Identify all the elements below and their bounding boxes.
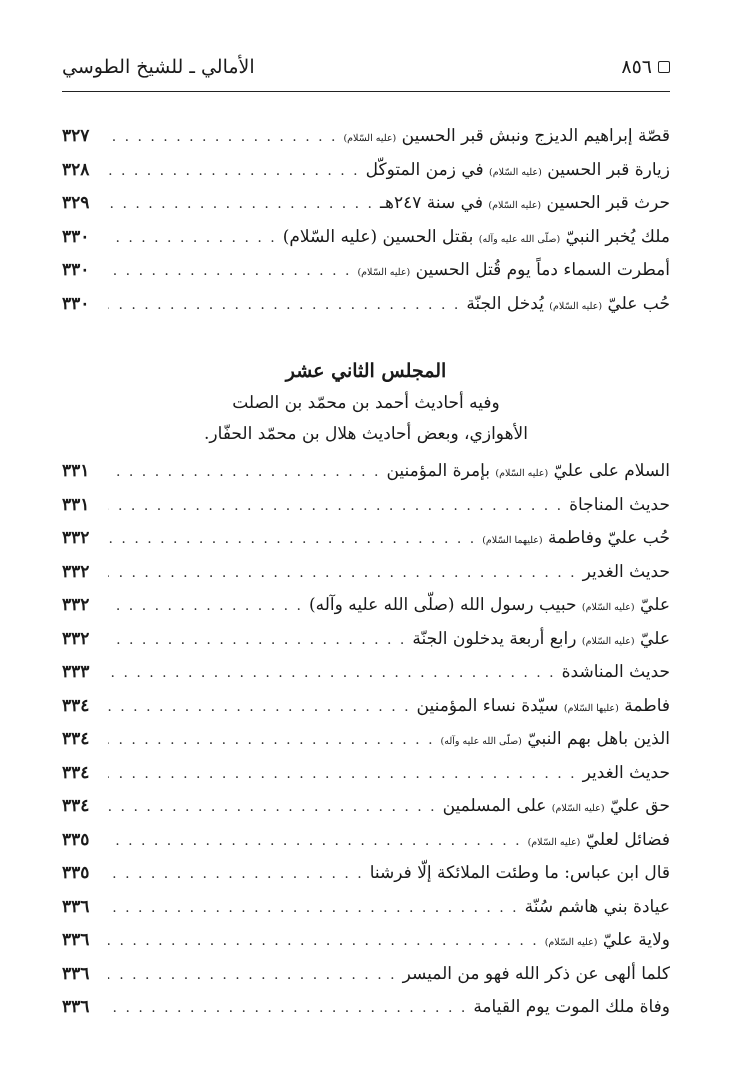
page-number-group [621,56,670,78]
toc-entry-text: السلام على عليّ [553,461,670,481]
toc-entry [62,623,670,657]
honorific-text: (عليهما السّلام) [482,535,543,546]
toc-entry-title [386,455,670,491]
toc-entry-page: ٣٣٤ [62,695,90,716]
dot-leader [108,892,519,926]
toc-entry-title [283,221,670,257]
honorific-text: (صلّى الله عليه وآله) [478,233,561,245]
toc-entry-title [545,924,670,960]
toc-entry-text-after: سيّدة نساء المؤمنين [416,695,559,716]
toc-entry-title [443,790,670,826]
honorific-text: (عليها السّلام) [563,702,619,714]
toc-entry-text: عليّ [640,628,670,649]
toc-entry-text-after: على المسلمين [442,796,547,816]
dot-leader [108,590,303,624]
toc-entry-title [343,120,670,156]
toc-entry [62,154,670,188]
toc-entry-text: حديث الغدير [582,561,670,582]
toc-entry [62,589,670,623]
toc-entry-text: فاطمة [624,695,670,716]
toc-entry-title [482,522,670,558]
honorific-text: (عليه السّلام) [343,133,397,144]
toc-entry-text-after: رابع أربعة يدخلون الجنّة [412,628,577,649]
toc-entry-page: ٣٣٤ [62,729,90,749]
dot-leader [108,121,337,155]
honorific-text: (صلّى الله عليه وآله) [440,736,522,747]
page-header [62,50,670,84]
toc-entry-title [569,489,670,525]
toc-entry-text-after: بقتل الحسين (عليه السّلام) [282,226,474,247]
toc-entry-text: ملك يُخبر النبيّ [565,226,670,247]
dot-leader [108,557,577,591]
toc-entry-text: حُب عليّ وفاطمة [548,528,670,548]
toc-entry [62,288,670,322]
toc-entry-page: ٣٣٢ [62,595,90,615]
toc-entry-page: ٣٣٥ [62,829,90,850]
toc-entry-page: ٣٣٠ [62,260,90,280]
toc-entry-text: زيارة قبر الحسين [547,159,670,180]
toc-entry-page: ٣٣٤ [62,762,90,783]
toc-entry-text: حديث الغدير [582,762,670,783]
toc-entry-text: حُب عليّ [607,293,670,314]
header-divider [62,91,670,92]
toc-entry-text: أمطرت السماء دماً يوم قُتل الحسين [415,260,670,280]
toc-entry-text-after: في زمن المتوكّل [365,159,484,180]
honorific-text: (عليه السّلام) [488,200,542,211]
toc-entry [62,757,670,791]
dot-leader [108,791,437,825]
honorific-text: (عليه السّلام) [581,635,635,647]
toc-entry-text: حرث قبر الحسين [546,193,670,213]
toc-entry [62,723,670,757]
toc-entry-title [562,656,670,692]
toc-entry-title [366,154,670,190]
toc-entry-text-after: يُدخل الجنّة [466,293,544,314]
toc-entry-text: كلما ألهى عن ذكر الله فهو من الميسر [402,963,670,984]
toc-entry [62,690,670,724]
dot-leader [108,490,563,524]
toc-entry-page: ٣٣٠ [62,293,90,314]
toc-entry-title [403,958,670,994]
honorific-text: (عليه السّلام) [551,803,605,814]
toc-entry [62,254,670,288]
toc-entry [62,991,670,1025]
toc-entry-page: ٣٣٦ [62,997,90,1017]
toc-entry-title [380,187,670,223]
toc-entry-title [412,623,670,659]
dot-leader [108,188,374,222]
toc-entry [62,455,670,489]
book-title: الأمالي ـ للشيخ الطوسي [62,56,255,78]
toc-entry-title [583,757,670,793]
toc-entry-title [466,288,670,324]
toc-entry-title [309,589,670,625]
toc-entry [62,187,670,221]
toc-entry-title [525,891,670,927]
toc-entry [62,120,670,154]
toc-entry-page: ٣٣٥ [62,863,90,883]
toc-entry-text: حديث المناجاة [569,494,670,515]
toc-entry [62,824,670,858]
honorific-text: (عليه السّلام) [549,300,603,312]
toc-list-bottom [62,455,670,1025]
toc-entry [62,857,670,891]
toc-entry [62,221,670,255]
toc-entry-title [473,991,670,1027]
section-subtitle-2: الأهوازي، وبعض أحاديث هلال بن محمّد الحفّار. [204,424,528,444]
dot-leader [108,825,522,859]
toc-entry-text-after: حبيب رسول الله (صلّى الله عليه وآله) [308,595,577,615]
toc-entry-page: ٣٣٣ [62,662,90,682]
toc-entry-title [417,690,670,726]
dot-leader [108,959,397,993]
toc-entry-page: ٣٣٦ [62,963,90,984]
section-title: المجلس الثاني عشر [285,360,447,382]
dot-leader [108,858,364,892]
dot-leader [108,624,406,658]
dot-leader [108,456,380,490]
toc-entry [62,656,670,690]
dot-leader [108,523,476,557]
toc-entry-text: عيادة بني هاشم سُنّة [524,896,670,917]
toc-entry-title [370,857,670,893]
toc-entry [62,958,670,992]
section-heading [62,354,670,450]
toc-entry-page: ٣٣٢ [62,561,90,582]
dot-leader [108,155,360,189]
toc-entry-page: ٣٣٢ [62,628,90,649]
toc-entry-text: ولاية عليّ [602,930,670,950]
toc-entry-page: ٣٢٨ [62,159,90,180]
toc-entry-title [357,254,670,290]
dot-leader [108,724,435,758]
toc-entry-text: حديث المناشدة [561,662,670,682]
toc-entry-text: فضائل لعليّ [585,829,670,850]
toc-entry [62,522,670,556]
honorific-text: (عليه السّلام) [527,836,581,848]
toc-entry-text: قصّة إبراهيم الديزج ونبش قبر الحسين [401,126,670,146]
dot-leader [108,691,411,725]
toc-entry-text: قال ابن عباس: ما وطئت الملائكة إلّا فرشنا [369,863,670,883]
toc-entry-page: ٣٢٩ [62,193,90,213]
toc-entry-text: وفاة ملك الموت يوم القيامة [473,997,670,1017]
toc-entry-title [441,723,670,759]
honorific-text: (عليه السّلام) [544,937,598,948]
dot-leader [108,657,556,691]
dot-leader [108,289,460,323]
toc-entry [62,924,670,958]
toc-entry-page: ٣٣٢ [62,528,90,548]
toc-entry [62,489,670,523]
toc-entry [62,556,670,590]
toc-entry-page: ٣٣١ [62,461,90,481]
toc-entry-page: ٣٣٤ [62,796,90,816]
toc-entry-title [583,556,670,592]
toc-entry-text: الذين باهل بهم النبيّ [527,729,670,749]
toc-entry-text: حق عليّ [609,796,670,816]
page-number: ٨٥٦ [621,56,652,78]
toc-entry-page: ٣٢٧ [62,126,90,146]
dot-leader [108,255,351,289]
section-subtitle-1: وفيه أحاديث أحمد بن محمّد بن الصلت [232,393,500,413]
toc-entry-page: ٣٣٠ [62,226,90,247]
toc-entry-page: ٣٣٦ [62,896,90,917]
honorific-text: (عليه السّلام) [357,267,411,278]
toc-entry [62,790,670,824]
dot-leader [108,992,467,1026]
square-icon [658,61,670,73]
toc-entry [62,891,670,925]
toc-entry-text-after: في سنة ٢٤٧هـ [380,193,483,213]
toc-list-top [62,120,670,321]
toc-entry-title [528,824,670,860]
dot-leader [108,925,539,959]
dot-leader [108,758,577,792]
toc-entry-text-after: بإمرة المؤمنين [386,461,490,481]
toc-entry-text: عليّ [640,595,670,615]
honorific-text: (عليه السّلام) [495,468,549,479]
honorific-text: (عليه السّلام) [581,602,635,613]
honorific-text: (عليه السّلام) [489,166,542,178]
dot-leader [108,222,277,256]
toc-entry-page: ٣٣٦ [62,930,90,950]
toc-entry-page: ٣٣١ [62,494,90,515]
